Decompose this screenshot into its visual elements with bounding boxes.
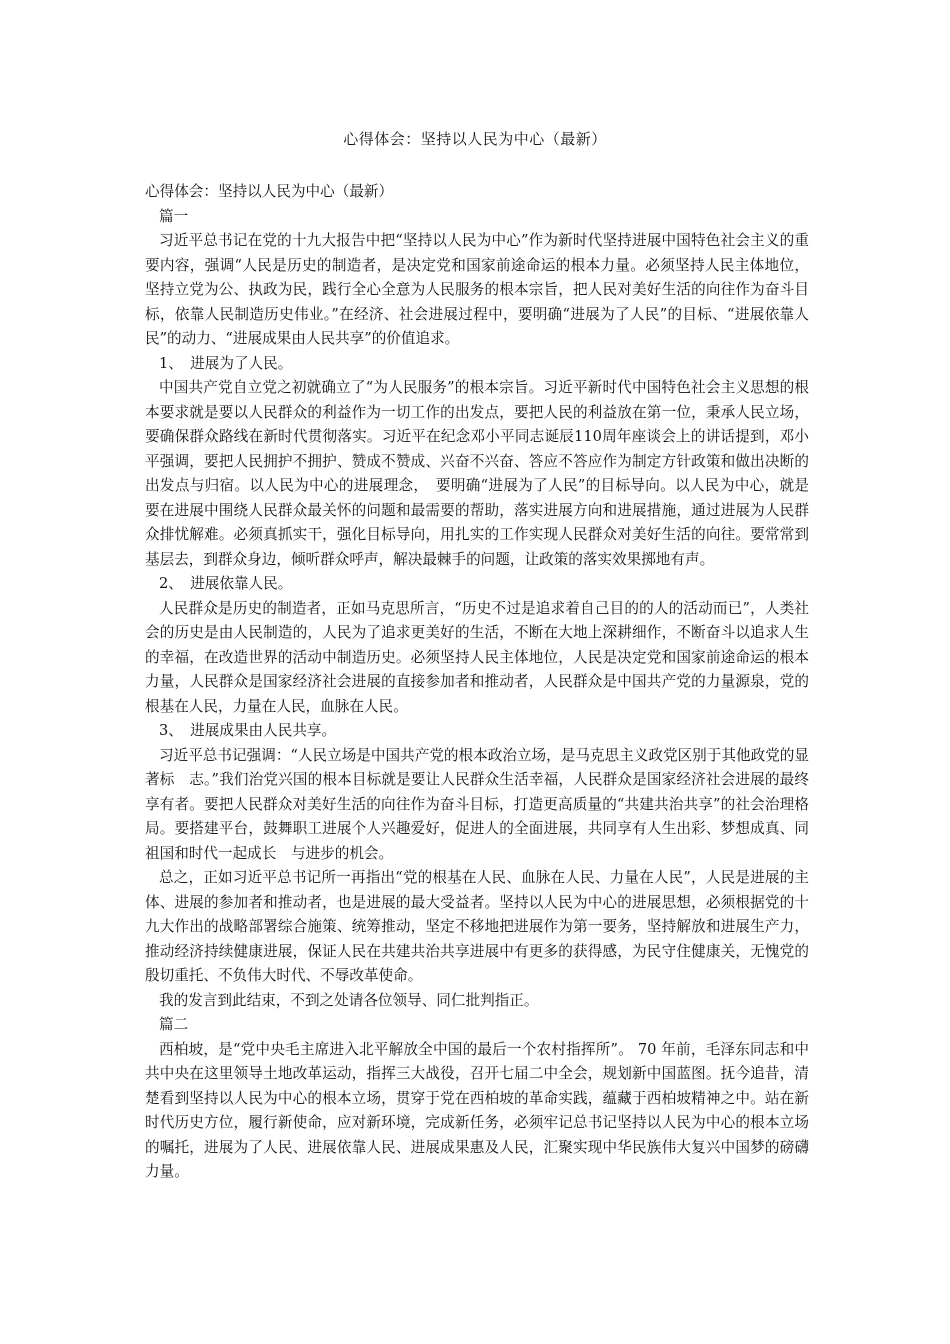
paragraph: 人民群众是历史的制造者，正如马克思所言，“历史不过是追求着自己目的的人的活动而已”，人类社会的历史是由人民制造的，人民为了追求更美好的生活，不断在大地上深耕细作，不断奋斗以追求人生的幸福，在改造世界的活动中制造历史。必须坚持人民主体地位，人民是决定党和国家前途命运的根本力量，人民群众是国家经济社会进展的直接参加者和推动者，人民群众是中国共产党的力量源泉，党的根基在人民，力量在人民，血脉在人民。 xyxy=(145,599,809,715)
paragraph: 习近平总书记在党的十九大报告中把“坚持以人民为中心”作为新时代坚持进展中国特色社会主义的重要内容，强调“人民是历史的制造者，是决定党和国家前途命运的根本力量。必须坚持人民主体地位，坚持立党为公、执政为民，践行全心全意为人民服务的根本宗旨，把人民对美好生活的向往作为奋斗目标，依靠人民制造历史伟业。”在经济、社会进展过程中，要明确“进展为了人民”的目标、“进展依靠人民”的动力、“进展成果由人民共享”的价值追求。 xyxy=(145,232,809,347)
document-subtitle: 心得体会：坚持以人民为中心（最新） xyxy=(145,183,394,200)
document-body xyxy=(145,180,809,1185)
paragraph: 西柏坡，是“党中央毛主席进入北平解放全中国的最后一个农村指挥所”。 70 年前，毛泽东同志和中共中央在这里领导土地改革运动，指挥三大战役，召开七届二中全会，规划新中国蓝图。抚今追昔，清楚看到坚持以人民为中心的根本立场，贯穿于党在西柏坡的革命实践，蕴藏于西柏坡精神之中。站在新时代历史方位，履行新使命，应对新环境，完成新任务，必须牢记总书记坚持以人民为中心的根本立场的嘱托，进展为了人民、进展依靠人民、进展成果惠及人民，汇聚实现中华民族伟大复兴中国梦的磅礴力量。 xyxy=(145,1040,809,1180)
paragraph: 中国共产党自立党之初就确立了“为人民服务”的根本宗旨。习近平新时代中国特色社会主义思想的根本要求就是要以人民群众的利益作为一切工作的出发点，要把人民的利益放在第一位，秉承人民立场，要确保群众路线在新时代贯彻落实。习近平在纪念邓小平同志诞辰110周年座谈会上的讲话提到，邓小平强调，要把人民拥护不拥护、赞成不赞成、兴奋不兴奋、答应不答应作为制定方针政策和做出决断的出发点与归宿。以人民为中心的进展理念， 要明确“进展为了人民”的目标导向。以人民为中心，就是要在进展中围绕人民群众最关怀的问题和最需要的帮助，落实进展方向和进展措施，通过进展为人民群众排忧解难。必须真抓实干，强化目标导向，用扎实的工作实现人民群众对美好生活的向往。要常常到基层去，到群众身边，倾听群众呼声，解决最棘手的问题，让政策的落实效果掷地有声。 xyxy=(145,379,809,568)
document-title: 心得体会：坚持以人民为中心（最新） xyxy=(343,130,607,148)
paragraph: 习近平总书记强调：“人民立场是中国共产党的根本政治立场，是马克思主义政党区别于其他政党的显著标 志。”我们治党兴国的根本目标就是要让人民群众生活幸福，人民群众是国家经济社会进展的最终享有者。要把人民群众对美好生活的向往作为奋斗目标，打造更高质量的“共建共治共享”的社会治理格局。要搭建平台，鼓舞职工进展个人兴趣爱好，促进人的全面进展，共同享有人生出彩、梦想成真、同祖国和时代一起成长 与进步的机会。 xyxy=(145,746,809,862)
numbered-item: 1、 进展为了人民。 xyxy=(159,354,293,372)
numbered-item: 2、 进展依靠人民。 xyxy=(159,575,293,592)
numbered-item: 3、 进展成果由人民共享。 xyxy=(159,722,337,739)
paragraph: 我的发言到此结束，不到之处请各位领导、同仁批判指正。 xyxy=(159,991,539,1009)
section-heading: 篇二 xyxy=(159,1016,189,1033)
section-heading: 篇一 xyxy=(159,207,189,225)
paragraph: 总之，正如习近平总书记所一再指出“党的根基在人民、血脉在人民、力量在人民”，人民是进展的主体、进展的参加者和推动者，也是进展的最大受益者。坚持以人民为中心的进展思想，必须根据党的十九大作出的战略部署综合施策、统筹推动，坚定不移地把进展作为第一要务，坚持解放和进展生产力，推动经济持续健康进展，保证人民在共建共治共享进展中有更多的获得感，为民守住健康关，无愧党的殷切重托、不负伟大时代、不辱改革使命。 xyxy=(145,869,809,984)
